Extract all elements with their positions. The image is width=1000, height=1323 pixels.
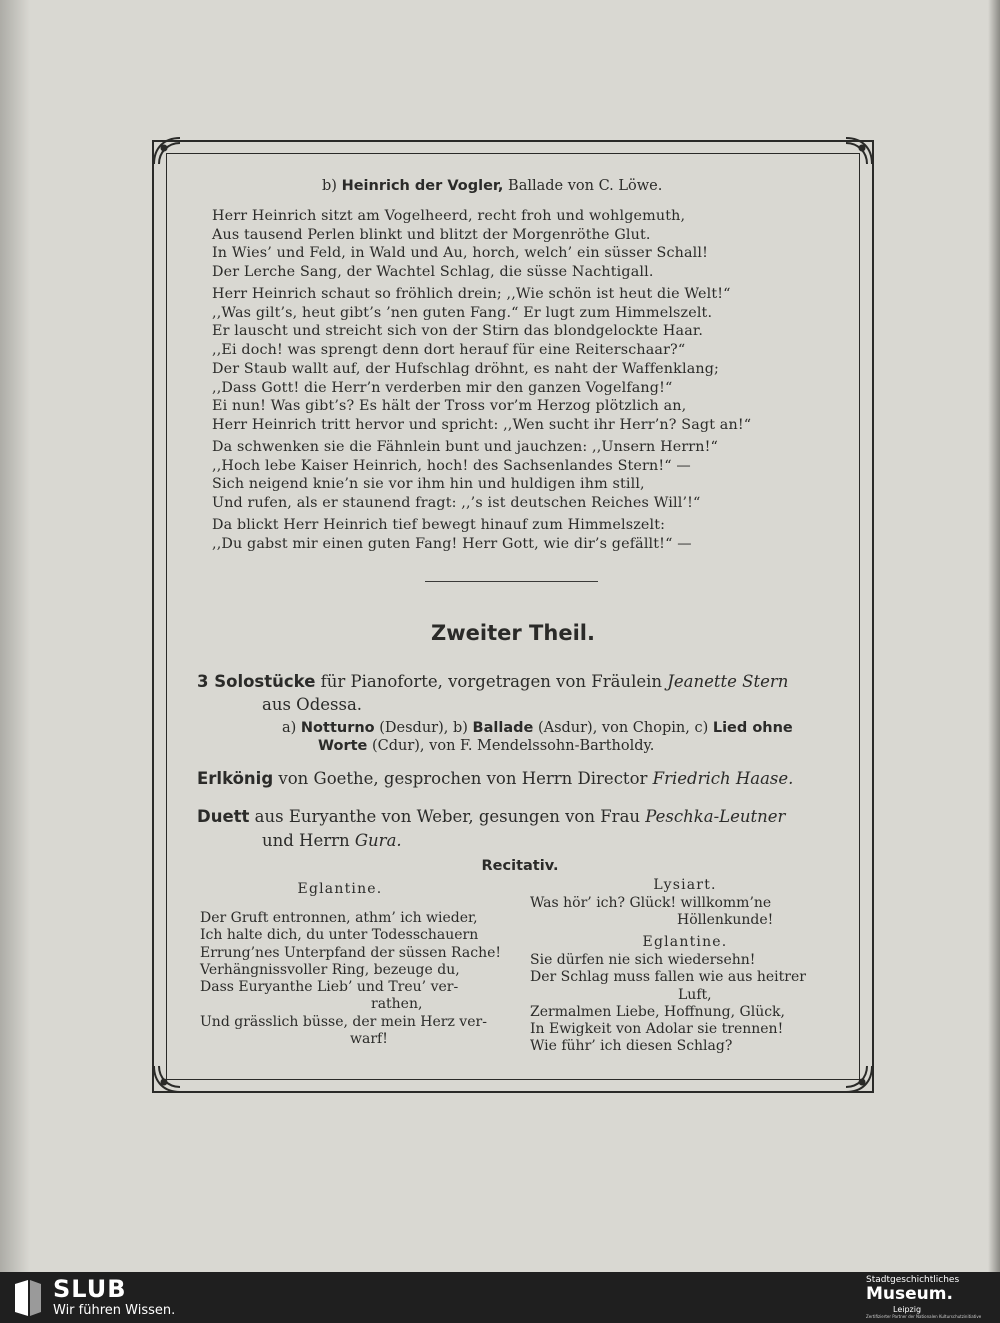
item-label: c) — [694, 720, 709, 736]
page-fold-shadow — [0, 0, 30, 1272]
libretto-line: rathen, — [371, 996, 423, 1013]
program-item-text: und Herrn — [262, 831, 350, 850]
program-item-erlkoenig — [197, 767, 793, 790]
libretto-line: Höllenkunde! — [677, 912, 774, 929]
program-item-title: Duett — [197, 807, 250, 826]
piece-title: Lied ohne — [712, 720, 793, 736]
libretto-line: Verhängnissvoller Ring, bezeuge du, — [200, 961, 460, 978]
poem-line: Herr Heinrich sitzt am Vogelheerd, recht froh und wohlgemuth, — [212, 208, 686, 224]
libretto-line: Und grässlich büsse, der mein Herz ver- — [200, 1013, 487, 1030]
program-item-title: 3 Solostücke — [197, 672, 316, 691]
page-edge-shadow — [988, 0, 1000, 1272]
poem-stanza — [212, 438, 718, 512]
ballad-name: Heinrich der Vogler, — [341, 178, 504, 194]
section-heading: Zweiter Theil. — [431, 621, 595, 645]
ballad-title — [322, 178, 662, 194]
libretto-line: Wie führ’ ich diesen Schlag? — [530, 1038, 733, 1055]
piece-title: Worte — [318, 738, 368, 754]
libretto-line: Sie dürfen nie sich wiedersehn! — [530, 952, 756, 968]
program-item-text: aus Euryanthe von Weber, gesungen von Frau — [254, 807, 641, 826]
poem-line: Der Staub wallt auf, der Hufschlag dröhnt, es naht der Waffenklang; — [212, 361, 719, 377]
libretto-line: Der Gruft entronnen, athm’ ich wieder, — [200, 910, 478, 926]
item-label: b) — [322, 178, 337, 194]
program-item-text: für Pianoforte, vorgetragen von Fräulein — [320, 672, 663, 691]
poem-line: In Wies’ und Feld, in Wald und Au, horch, welch’ ein süsser Schall! — [212, 245, 708, 262]
poem-line: Und rufen, als er staunend fragt: ,,’s ist deutschen Reiches Will’!“ — [212, 494, 701, 511]
performer-name: Friedrich Haase. — [652, 769, 794, 788]
recitativ-heading: Recitativ. — [481, 858, 559, 874]
piece-title: Notturno — [300, 720, 375, 736]
item-label: b) — [452, 720, 468, 736]
libretto-line: warf! — [350, 1031, 388, 1048]
program-item-text: von Goethe, gesprochen von Herrn Director — [278, 769, 648, 788]
performer-origin: aus Odessa. — [262, 695, 363, 714]
section-divider — [425, 581, 598, 582]
libretto-line: Luft, — [678, 986, 712, 1003]
recitativ-right-column-a — [530, 895, 842, 930]
libretto-line: Dass Euryanthe Lieb’ und Treu’ ver- — [200, 979, 459, 996]
poem-line: Er lauscht und streicht sich von der Stirn das blondgelockte Haar. — [212, 323, 704, 340]
libretto-line: Was hör’ ich? Glück! willkomm’ne — [530, 895, 772, 911]
recitativ-right-column-b — [530, 952, 842, 1056]
museum-city: Leipzig — [893, 1305, 922, 1314]
piece-key: (Cdur), von F. Mendelssohn-Bartholdy. — [371, 738, 655, 754]
corner-ornament-icon — [150, 1062, 184, 1096]
poem-line: Da schwenken sie die Fähnlein bunt und jauchzen: ,,Unsern Herrn!“ — [212, 439, 719, 455]
corner-ornament-icon — [842, 1062, 876, 1096]
poem-line: Sich neigend knie’n sie vor ihm hin und huldigen ihm still, — [212, 476, 645, 493]
poem-line: Da blickt Herr Heinrich tief bewegt hinauf zum Himmelszelt: — [212, 517, 666, 533]
poem-line: Der Lerche Sang, der Wachtel Schlag, die süsse Nachtigall. — [212, 263, 654, 280]
poem-stanza — [212, 516, 692, 553]
piece-title: Ballade — [472, 720, 534, 736]
speaker-name: Eglantine. — [642, 934, 728, 950]
poem-stanza — [212, 207, 708, 281]
slub-logo-text: SLUB — [53, 1275, 127, 1303]
slub-tagline: Wir führen Wissen. — [53, 1303, 176, 1318]
museum-partner-note: Zertifizierter Partner der Nationalen Kulturschutzinitiative — [866, 1314, 982, 1319]
poem-line: ,,Du gabst mir einen guten Fang! Herr Gott, wie dir’s gefällt!“ — — [212, 535, 692, 552]
slub-logo-icon — [12, 1279, 44, 1317]
poem-line: ,,Hoch lebe Kaiser Heinrich, hoch! des Sachsenlandes Stern!“ — — [212, 457, 691, 474]
poem-line: ,,Dass Gott! die Herr’n verderben mir den ganzen Vogelfang!“ — [212, 379, 673, 396]
poem-line: ,,Ei doch! was sprengt denn dort herauf für eine Reiterschaar?“ — [212, 341, 686, 358]
speaker-name: Lysiart. — [653, 877, 717, 893]
poem-line: Aus tausend Perlen blinkt und blitzt der Morgenröthe Glut. — [212, 226, 651, 243]
recitativ-left-column — [200, 910, 502, 1048]
poem-stanza — [212, 285, 731, 359]
libretto-line: Errung’nes Unterpfand der süssen Rache! — [200, 944, 502, 961]
performer-name: Peschka-Leutner — [645, 807, 786, 826]
item-label: a) — [282, 720, 297, 736]
solo-pieces-line-1 — [282, 719, 793, 737]
piece-key: (Asdur), von Chopin, — [537, 720, 690, 736]
museum-label-big: Museum. — [866, 1284, 953, 1304]
program-item-duett — [197, 805, 785, 828]
performer-name: Jeanette Stern — [667, 672, 789, 691]
libretto-line: Der Schlag muss fallen wie aus heitrer — [530, 969, 806, 986]
program-item-duett-line2 — [262, 829, 402, 852]
program-item-solo — [197, 670, 788, 693]
poem-line: Herr Heinrich tritt hervor und spricht: ,,Wen sucht ihr Herr’n? Sagt an!“ — [212, 416, 752, 433]
corner-ornament-icon — [150, 134, 184, 168]
ballad-subtitle: Ballade von C. Löwe. — [508, 178, 663, 194]
footer-bar — [0, 1272, 1000, 1323]
speaker-name: Eglantine. — [297, 881, 383, 897]
program-item-title: Erlkönig — [197, 769, 274, 788]
poem-stanza — [212, 360, 751, 434]
solo-pieces-line-2 — [318, 737, 654, 755]
libretto-line: In Ewigkeit von Adolar sie trennen! — [530, 1021, 784, 1038]
poem-line: ,,Was gilt’s, heut gibt’s ’nen guten Fang.“ Er lugt zum Himmelszelt. — [212, 304, 713, 321]
libretto-line: Ich halte dich, du unter Todesschauern — [200, 927, 479, 944]
performer-name: Gura. — [354, 831, 402, 850]
poem-line: Ei nun! Was gibt’s? Es hält der Tross vor’m Herzog plötzlich an, — [212, 398, 687, 415]
corner-ornament-icon — [842, 134, 876, 168]
piece-key: (Desdur), — [379, 720, 449, 736]
libretto-line: Zermalmen Liebe, Hoffnung, Glück, — [530, 1003, 785, 1020]
museum-label-small: Stadtgeschichtliches — [866, 1275, 960, 1285]
poem-line: Herr Heinrich schaut so fröhlich drein; ,,Wie schön ist heut die Welt!“ — [212, 286, 731, 302]
